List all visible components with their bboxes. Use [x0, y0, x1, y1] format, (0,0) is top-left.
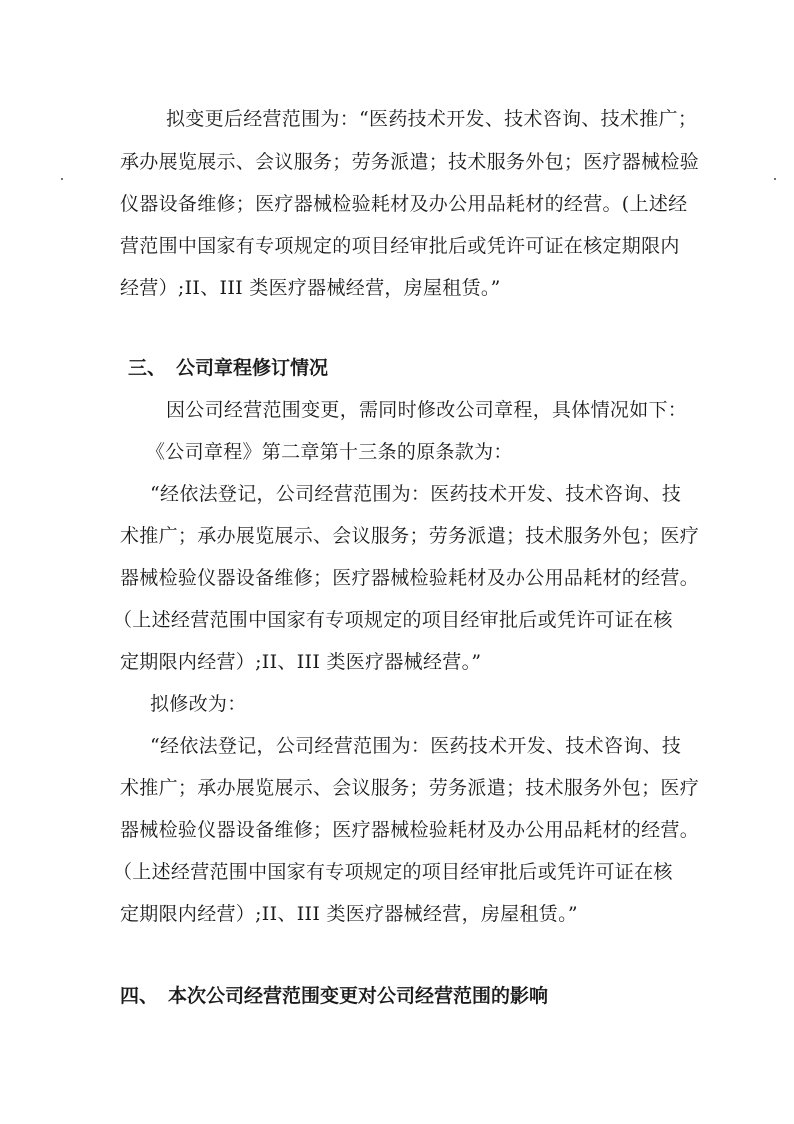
quoted-line: 器械检验仪器设备维修；医疗器械检验耗材及办公用品耗材的经营。 — [120, 819, 700, 841]
section-number: 四、 — [120, 985, 159, 1007]
quoted-line: 定期限内经营）;II、III 类医疗器械经营。” — [120, 651, 482, 673]
paragraph-line: 承办展览展示、会议服务；劳务派遣；技术服务外包；医疗器械检验 — [120, 151, 700, 173]
paragraph-line: 《公司章程》第二章第十三条的原条款为： — [146, 441, 513, 463]
quoted-line: （上述经营范围中国家有专项规定的项目经审批后或凭许可证在核 — [113, 609, 673, 631]
paragraph-line: 因公司经营范围变更，需同时修改公司章程，具体情况如下： — [166, 399, 688, 421]
quoted-line: 定期限内经营）;II、III 类医疗器械经营，房屋租赁。” — [120, 903, 578, 925]
section-heading — [120, 983, 548, 1009]
quoted-line: 术推广；承办展览展示、会议服务；劳务派遣；技术服务外包；医疗 — [120, 525, 700, 547]
section-number: 三、 — [128, 357, 167, 379]
scan-speck — [61, 178, 63, 180]
quoted-line: “经依法登记，公司经营范围为：医药技术开发、技术咨询、技 — [150, 483, 682, 505]
section-title: 本次公司经营范围变更对公司经营范围的影响 — [168, 985, 549, 1007]
paragraph-line: 拟变更后经营范围为：“医药技术开发、技术咨询、技术推广； — [166, 108, 698, 130]
paragraph-line: 营范围中国家有专项规定的项目经审批后或凭许可证在核定期限内 — [120, 235, 680, 257]
scan-speck — [774, 178, 776, 180]
quoted-line: 器械检验仪器设备维修；医疗器械检验耗材及办公用品耗材的经营。 — [120, 567, 700, 589]
section-title: 公司章程修订情况 — [176, 357, 329, 379]
section-heading — [128, 355, 328, 381]
quoted-line: （上述经营范围中国家有专项规定的项目经审批后或凭许可证在核 — [113, 861, 673, 883]
quoted-line: 术推广；承办展览展示、会议服务；劳务派遣；技术服务外包；医疗 — [120, 777, 700, 799]
paragraph-line: 拟修改为： — [150, 693, 247, 715]
quoted-line: “经依法登记，公司经营范围为：医药技术开发、技术咨询、技 — [150, 735, 682, 757]
paragraph-line: 经营）;II、III 类医疗器械经营，房屋租赁。” — [120, 277, 501, 299]
paragraph-line: 仪器设备维修；医疗器械检验耗材及办公用品耗材的经营。(上述经 — [120, 193, 688, 215]
